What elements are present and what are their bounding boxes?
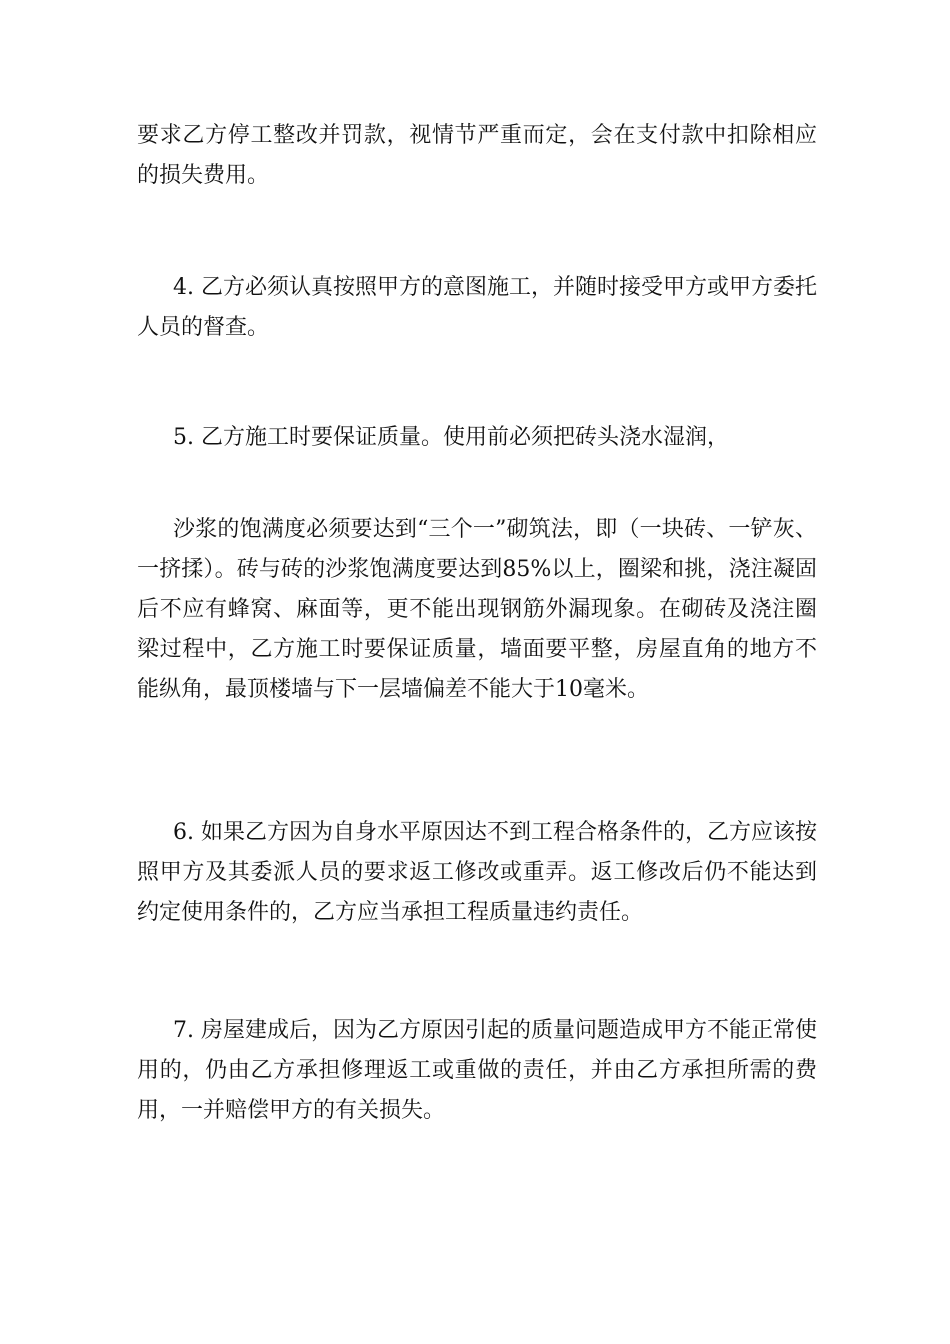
paragraph-continued: 要求乙方停工整改并罚款，视情节严重而定，会在支付款中扣除相应的损失费用。 (137, 123, 817, 188)
paragraph-item-5: 5. 乙方施工时要保证质量。使用前必须把砖头浇水湿润， (173, 425, 729, 450)
paragraph-mortar-requirements: 沙浆的饱满度必须要达到“三个一”砌筑法，即（一块砖、一铲灰、一挤揉）。砖与砖的沙浆饱满度要达到85%以上，圈梁和挑，浇注凝固后不应有蜂窝、麻面等，更不能出现钢筋外漏现象。在砌砖及浇注圈梁过程中，乙方施工时要保证质量，墙面要平整，房屋直角的地方不能纵角，最顶楼墙与下一层墙偏差不能大于10毫米。 (137, 517, 817, 702)
paragraph-item-6: 6. 如果乙方因为自身水平原因达不到工程合格条件的，乙方应该按照甲方及其委派人员的要求返工修改或重弄。返工修改后仍不能达到约定使用条件的，乙方应当承担工程质量违约责任。 (137, 820, 817, 925)
paragraph-item-7: 7. 房屋建成后，因为乙方原因引起的质量问题造成甲方不能正常使用的，仍由乙方承担修理返工或重做的责任，并由乙方承担所需的费用，一并赔偿甲方的有关损失。 (137, 1018, 817, 1123)
paragraph-item-4: 4. 乙方必须认真按照甲方的意图施工，并随时接受甲方或甲方委托人员的督查。 (137, 275, 817, 340)
